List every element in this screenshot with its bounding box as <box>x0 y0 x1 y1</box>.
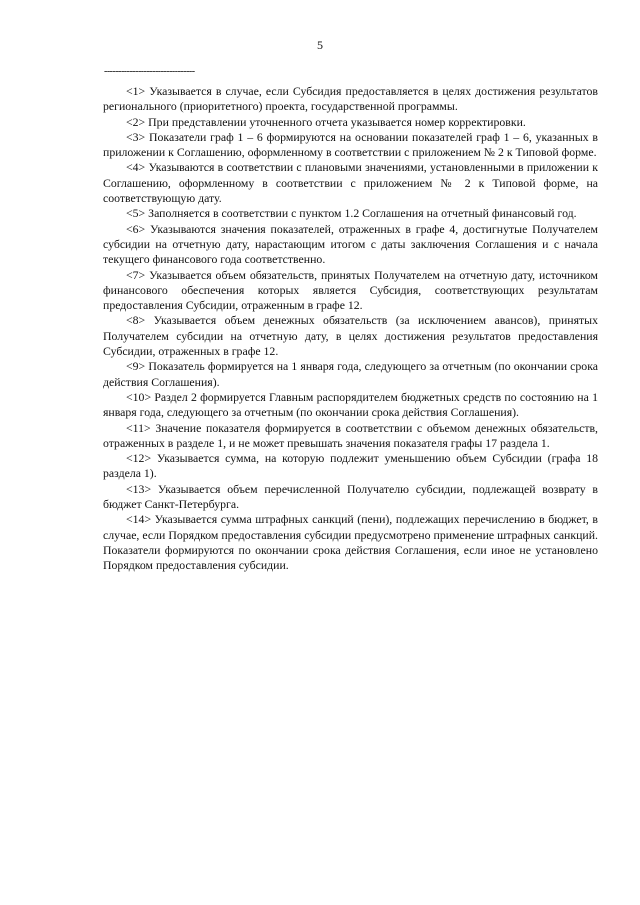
footnote: <14> Указывается сумма штрафных санкций (пени), подлежащих перечислению в бюджет, в случае, если Порядком предоставления субсидии предусмотрено применение штрафных санкций. Показатели формируются по окончании срока действия Соглашения, если иное не установлено Порядком предоставления субсидии. <box>103 512 598 573</box>
footnote: <1> Указывается в случае, если Субсидия предоставляется в целях достижения результатов регионального (приоритетного) проекта, государственной программы. <box>103 84 598 114</box>
footnote: <10> Раздел 2 формируется Главным распорядителем бюджетных средств по состоянию на 1 января года, следующего за отчетным (по окончании срока действия Соглашения). <box>103 389 598 420</box>
footnote: <3> Показатели граф 1 – 6 формируются на основании показателей граф 1 – 6, указанных в приложении к Соглашению, оформленному в соответствии с приложением № 2 к Типовой форме. <box>103 129 598 160</box>
page-number: 5 <box>317 38 323 52</box>
footnote: <8> Указывается объем денежных обязательств (за исключением авансов), принятых Получателем субсидии на отчетную дату, в целях достижения результатов предоставления Субсидии, отраженных в графе 12. <box>103 313 598 359</box>
footnote: <11> Значение показателя формируется в соответствии с объемом денежных обязательств, отраженных в разделе 1, и не может превышать значения показателя графы 17 раздела 1. <box>103 420 598 450</box>
footnote: <4> Указываются в соответствии с плановыми значениями, установленными в приложении к Соглашению, оформленному в соответствии с приложением № 2 к Типовой форме, на соответствующую дату. <box>103 160 598 206</box>
footnote: <13> Указывается объем перечисленной Получателю субсидии, подлежащей возврату в бюджет Санкт-Петербурга. <box>103 481 598 512</box>
footnote: <6> Указываются значения показателей, отраженных в графе 4, достигнутые Получателем субсидии на отчетную дату, нарастающим итогом с даты заключения Соглашения и с начала текущего финансового года соответственно. <box>103 221 598 267</box>
footnotes <box>103 84 598 574</box>
footnote-separator: -------------------------------- <box>104 66 195 77</box>
footnote: <5> Заполняется в соответствии с пунктом 1.2 Соглашения на отчетный финансовый год. <box>126 206 577 221</box>
footnote: <12> Указывается сумма, на которую подлежит уменьшению объем Субсидии (графа 18 раздела 1). <box>103 451 598 481</box>
footnote: <2> При представлении уточненного отчета указывается номер корректировки. <box>126 114 526 129</box>
footnote: <7> Указывается объем обязательств, принятых Получателем на отчетную дату, источником финансового обеспечения которых является Субсидия, соответствующих результатам предоставления Субсидии, отраженным в графе 12. <box>103 267 598 313</box>
footnote: <9> Показатель формируется на 1 января года, следующего за отчетным (по окончании срока действия Соглашения). <box>103 359 598 389</box>
